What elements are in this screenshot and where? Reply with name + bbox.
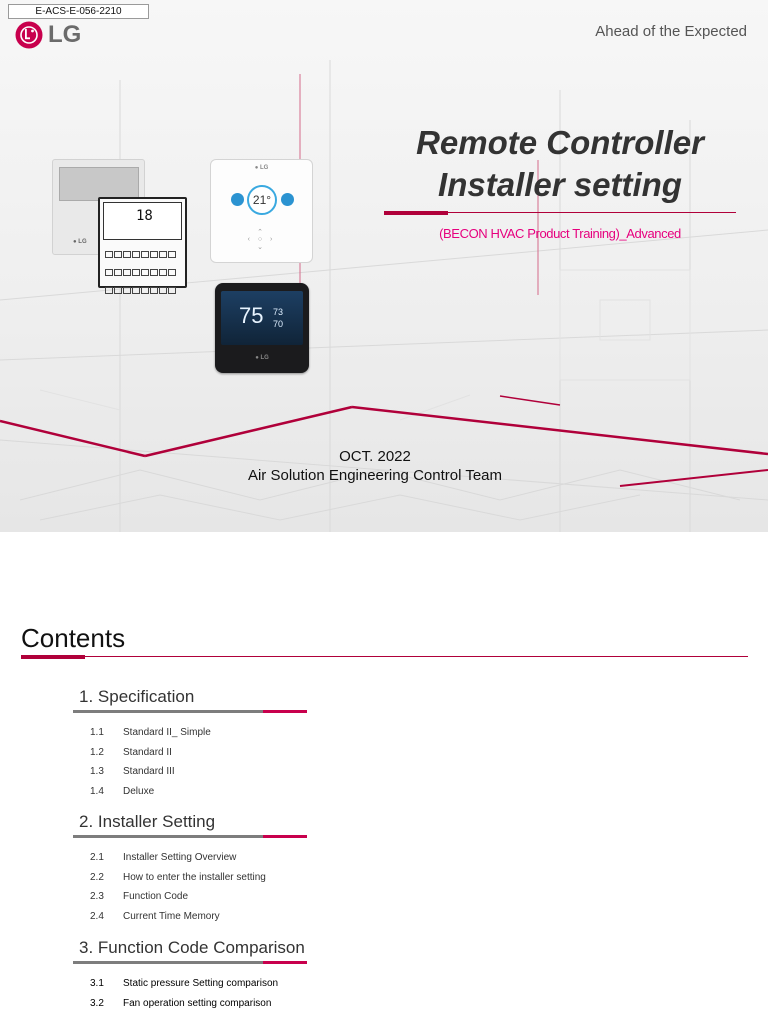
title-underline-accent [384, 211, 448, 215]
standard3-controller-image [210, 159, 313, 263]
toc-item-label: Deluxe [123, 785, 155, 797]
controller-logo: ● LG [254, 165, 269, 171]
toc-item[interactable] [90, 850, 307, 870]
controller-screen [221, 291, 303, 345]
toc-item-number: 2.4 [90, 910, 104, 922]
toc-section-installer-setting [73, 811, 307, 928]
title-line-1: Remote Controller [416, 124, 704, 161]
contents-underline-accent [21, 655, 85, 659]
toc-section-bar [73, 961, 307, 964]
title-underline [384, 212, 736, 214]
contents-title: Contents [21, 623, 126, 653]
controller-logo: ● LG [73, 239, 87, 245]
controller-temp-ring: 21° [247, 185, 277, 215]
controller-temp-readout: 75 [239, 303, 264, 328]
cover-team: Air Solution Engineering Control Team [247, 467, 503, 484]
controller-setpoint-1: 73 [273, 307, 284, 317]
toc-section-bar [73, 710, 307, 713]
toc-item-label: Static pressure Setting comparison [123, 978, 279, 989]
title-underline-line [448, 212, 736, 213]
toc-item-number: 2.3 [90, 891, 104, 902]
lg-wordmark: LG [48, 21, 82, 48]
toc-item[interactable] [90, 745, 307, 765]
controller-nav-keys: ⌃ ‹ ○ › ⌄ [247, 229, 276, 251]
controller-logo: ● LG [255, 355, 269, 361]
toc-section-heading[interactable]: 1. Specification [79, 687, 195, 706]
toc-item-label: Fan operation setting comparison [123, 997, 272, 1009]
toc-section-heading[interactable]: 3. Function Code Comparison [79, 938, 305, 957]
contents-underline-line [85, 656, 748, 657]
toc-item-label: Function Code [123, 891, 189, 902]
toc-item-number: 3.1 [90, 978, 104, 989]
cover-title [384, 122, 736, 206]
title-line-2: Installer setting [438, 166, 682, 203]
toc-item-number: 1.2 [90, 746, 104, 758]
toc-item-number: 2.2 [90, 871, 104, 883]
toc-item-label: Standard II_ Simple [123, 727, 211, 738]
toc-item[interactable] [90, 909, 307, 929]
contents-slide [0, 532, 768, 1024]
toc-item-label: Standard II [123, 746, 172, 758]
toc-item[interactable] [90, 996, 307, 1016]
toc-item-number: 1.4 [90, 785, 104, 797]
fan-icon [281, 193, 294, 206]
controller-temp-readout: 18 [136, 208, 153, 224]
toc-item-label: Installer Setting Overview [123, 852, 237, 863]
cover-subtitle: (BECON HVAC Product Training)_Advanced [439, 226, 681, 241]
toc-section-bar [73, 835, 307, 838]
contents-underline [21, 656, 748, 658]
toc-item[interactable] [90, 870, 307, 890]
toc-item-number: 2.1 [90, 852, 104, 863]
toc-item-label: How to enter the installer setting [123, 871, 266, 883]
lg-face-icon [15, 21, 43, 49]
controller-lcd [103, 202, 182, 240]
toc-item[interactable] [90, 889, 307, 909]
tagline: Ahead of the Expected [595, 23, 747, 40]
toc-item[interactable] [90, 784, 307, 804]
deluxe-controller-image [215, 283, 309, 373]
document-code: E-ACS-E-056-2210 [8, 4, 149, 19]
lg-logo [15, 21, 87, 49]
toc-item-number: 1.1 [90, 727, 104, 738]
toc-section-specification [73, 686, 307, 803]
toc-item[interactable] [90, 725, 307, 745]
toc-item-number: 1.3 [90, 766, 104, 777]
snowflake-icon [231, 193, 244, 206]
cover-date: OCT. 2022 [339, 448, 411, 465]
toc-item-number: 3.2 [90, 997, 104, 1009]
toc-section-function-code-comparison [73, 937, 307, 1015]
standard2-controller-image [98, 197, 187, 288]
toc-item[interactable] [90, 976, 307, 996]
toc-item-label: Standard III [123, 766, 175, 777]
toc-section-heading[interactable]: 2. Installer Setting [79, 812, 216, 831]
controller-keypad [104, 245, 181, 282]
toc-item[interactable] [90, 764, 307, 784]
toc-item-label: Current Time Memory [123, 910, 220, 922]
controller-screen [59, 167, 139, 201]
controller-setpoint-2: 70 [273, 319, 284, 329]
